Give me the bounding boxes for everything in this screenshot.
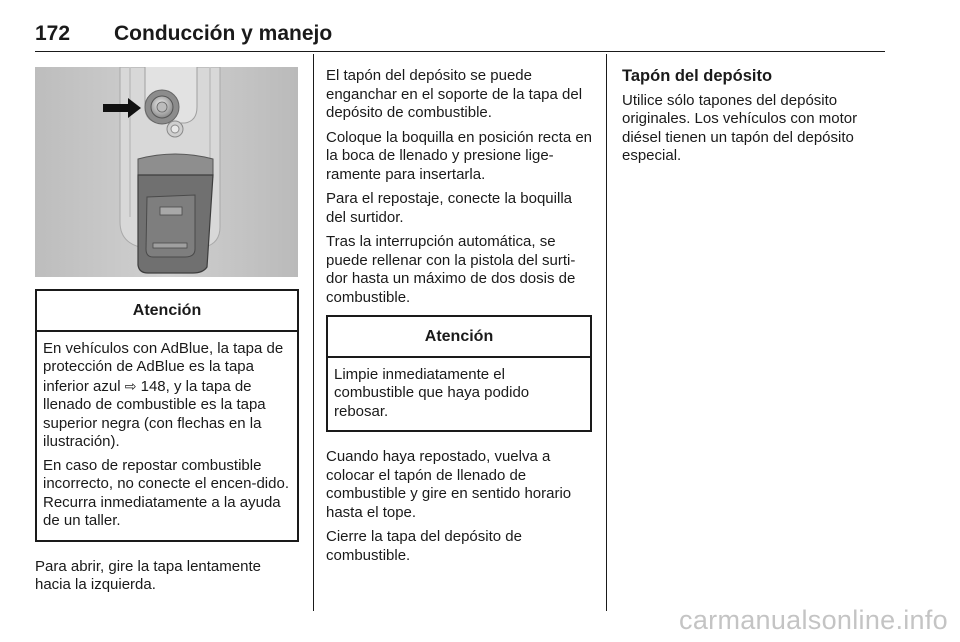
warning-paragraph: En caso de repostar combustible incorrecto, no conecte el encen-dido. Recurra inmediatamente a la ayuda de un taller.	[43, 456, 289, 529]
body-paragraph: El tapón del depósito se puede enganchar en el soporte de la tapa del depósito de combustible.	[326, 67, 583, 121]
warning-box	[35, 289, 299, 542]
body-paragraph: Coloque la boquilla en posición recta en la boca de llenado y presione lige-ramente para insertarla.	[326, 128, 593, 183]
header-rule	[35, 51, 885, 52]
column-divider	[606, 54, 607, 611]
page-title: Conducción y manejo	[114, 22, 333, 45]
warning-title: Atención	[328, 317, 590, 358]
column-right	[622, 67, 884, 172]
column-divider	[313, 54, 314, 611]
body-paragraph: Para abrir, gire la tapa lentamente hacia la izquierda.	[35, 557, 261, 593]
warning-title: Atención	[37, 291, 297, 332]
body-paragraph: Tras la interrupción automática, se puede rellenar con la pistola del surti-dor hasta un máximo de dos dosis de combustible.	[326, 233, 576, 306]
page-number: 172	[35, 22, 71, 45]
watermark: carmanualsonline.info	[679, 605, 948, 635]
section-heading: Tapón del depósito	[622, 67, 773, 85]
body-paragraph: Utilice sólo tapones del depósito originales. Los vehículos con motor diésel tienen un tapón del depósito especial.	[622, 91, 858, 164]
warning-text: En vehículos con AdBlue, la tapa de protección de AdBlue es la tapa inferior azul	[43, 339, 284, 395]
fuel-filler-illustration	[35, 67, 298, 277]
body-paragraph: Cierre la tapa del depósito de combustible.	[326, 528, 522, 564]
warning-paragraph: Limpie inmediatamente el combustible que haya podido rebosar.	[334, 365, 530, 420]
body-paragraph: Para el repostaje, conecte la boquilla del surtidor.	[326, 190, 572, 226]
warning-text: 148, y la tapa de llenado de combustible es la tapa superior negra (con flechas en la ilustración).	[43, 377, 266, 450]
page-reference-arrow-icon[interactable]: ⇨	[124, 377, 137, 394]
warning-paragraph	[43, 340, 293, 452]
warning-body	[37, 332, 297, 540]
warning-body	[328, 358, 590, 431]
column-left	[35, 67, 299, 601]
body-paragraph: Cuando haya repostado, vuelva a colocar el tapón de llenado de combustible y gire en sentido horario hasta el tope.	[326, 448, 572, 521]
warning-box	[326, 315, 592, 432]
column-middle	[326, 67, 592, 571]
